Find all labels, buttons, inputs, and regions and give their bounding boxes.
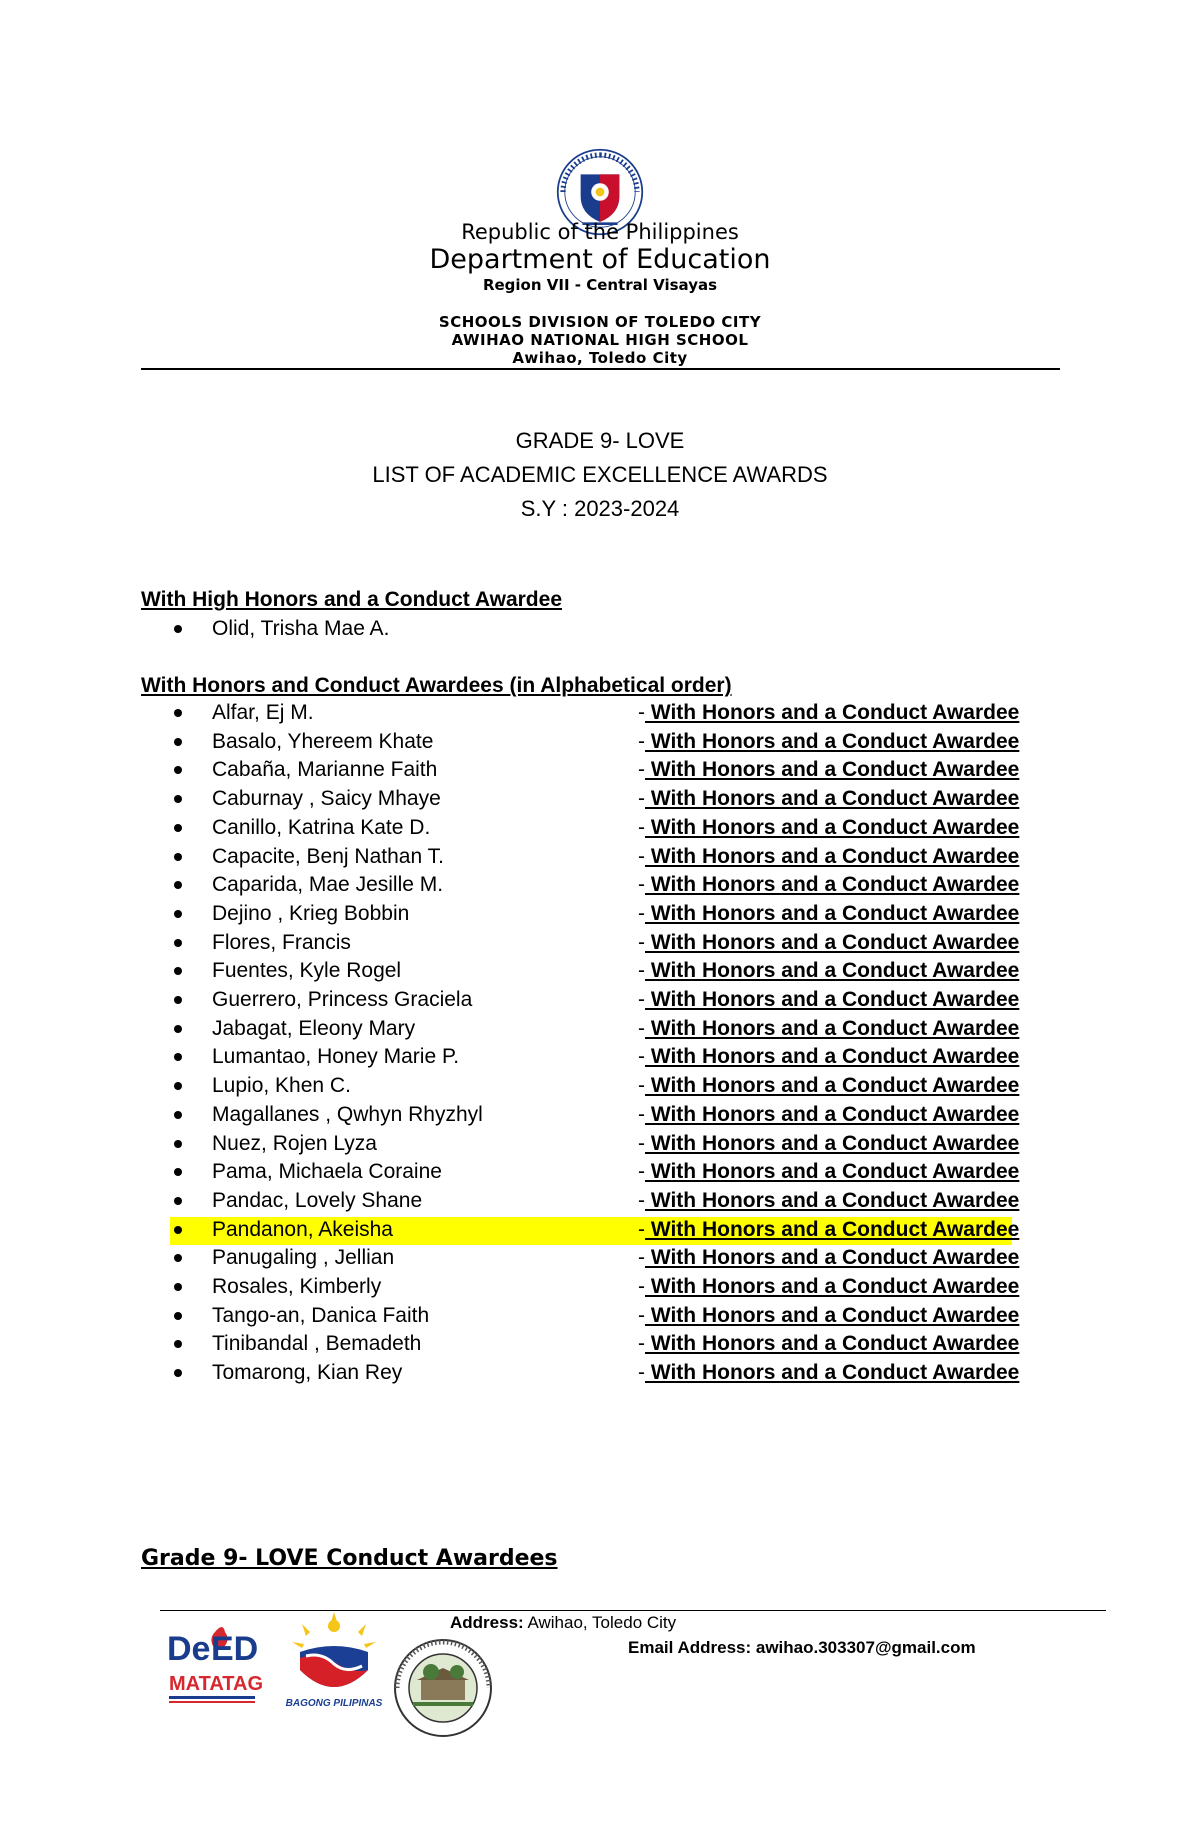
honors-heading: With Honors and Conduct Awardees (in Alphabetical order): [141, 674, 732, 697]
award-label: [638, 959, 1019, 983]
award-label: [638, 1275, 1019, 1299]
student-name: Panugaling , Jellian: [212, 1246, 395, 1269]
award-dash: -: [638, 902, 645, 925]
award-text: With Honors and a Conduct Awardee: [645, 1160, 1020, 1183]
footer-email-value: awihao.303307@gmail.com: [751, 1638, 976, 1657]
student-name: Rosales, Kimberly: [212, 1275, 382, 1298]
bullet-icon: [174, 853, 182, 861]
student-name: Tinibandal , Bemadeth: [212, 1332, 422, 1355]
award-dash: -: [638, 1246, 645, 1269]
award-text: With Honors and a Conduct Awardee: [645, 931, 1020, 954]
bullet-icon: [174, 824, 182, 832]
award-dash: -: [638, 1332, 645, 1355]
list-item: [0, 1274, 1200, 1302]
award-dash: -: [638, 1045, 645, 1068]
student-name: Dejino , Krieg Bobbin: [212, 902, 410, 925]
student-name: Olid, Trisha Mae A.: [212, 617, 390, 640]
bullet-icon: [174, 1226, 182, 1234]
student-name: Pandac, Lovely Shane: [212, 1189, 423, 1212]
award-label: [638, 701, 1019, 725]
student-name: Alfar, Ej M.: [212, 701, 314, 724]
bullet-icon: [174, 1140, 182, 1148]
student-name: Magallanes , Qwhyn Rhyzhyl: [212, 1103, 483, 1126]
grade-title: GRADE 9- LOVE: [515, 428, 685, 453]
student-name: Tomarong, Kian Rey: [212, 1361, 403, 1384]
award-text: With Honors and a Conduct Awardee: [645, 1361, 1020, 1384]
list-item: [0, 844, 1200, 872]
list-item: [0, 757, 1200, 785]
bullet-icon: [174, 881, 182, 889]
award-label: [638, 1132, 1019, 1156]
list-item: [0, 815, 1200, 843]
student-name: Caparida, Mae Jesille M.: [212, 873, 444, 896]
award-label: [638, 1218, 1019, 1242]
student-name: Fuentes, Kyle Rogel: [212, 959, 402, 982]
award-dash: -: [638, 1275, 645, 1298]
award-text: With Honors and a Conduct Awardee: [645, 845, 1020, 868]
header-region: Region VII - Central Visayas: [482, 276, 718, 294]
award-dash: -: [638, 1132, 645, 1155]
award-text: With Honors and a Conduct Awardee: [645, 1017, 1020, 1040]
student-name: Caburnay , Saicy Mhaye: [212, 787, 441, 810]
award-label: [638, 873, 1019, 897]
award-text: With Honors and a Conduct Awardee: [645, 1304, 1020, 1327]
award-text: With Honors and a Conduct Awardee: [645, 1103, 1020, 1126]
bullet-icon: [174, 1053, 182, 1061]
award-label: [638, 1304, 1019, 1328]
bullet-icon: [174, 1197, 182, 1205]
award-dash: -: [638, 730, 645, 753]
header-school: AWIHAO NATIONAL HIGH SCHOOL: [451, 331, 749, 349]
list-item: [0, 1188, 1200, 1216]
award-dash: -: [638, 758, 645, 781]
award-label: [638, 758, 1019, 782]
footer-email: [628, 1638, 976, 1658]
student-name: Pama, Michaela Coraine: [212, 1160, 442, 1183]
student-name: Flores, Francis: [212, 931, 351, 954]
bullet-icon: [174, 1025, 182, 1033]
student-name: Lumantao, Honey Marie P.: [212, 1045, 460, 1068]
award-label: [638, 845, 1019, 869]
list-item: [0, 1217, 1200, 1245]
award-dash: -: [638, 1361, 645, 1384]
bullet-icon: [174, 1312, 182, 1320]
bullet-icon: [174, 967, 182, 975]
list-item: [0, 786, 1200, 814]
footer-divider: [160, 1610, 1106, 1611]
award-text: With Honors and a Conduct Awardee: [645, 1074, 1020, 1097]
header-divider: [141, 368, 1060, 370]
awihao-nhs-seal: [393, 1638, 493, 1738]
student-name: Tango-an, Danica Faith: [212, 1304, 430, 1327]
award-dash: -: [638, 1304, 645, 1327]
list-item: [0, 1016, 1200, 1044]
bullet-icon: [174, 738, 182, 746]
list-item: [0, 987, 1200, 1015]
award-dash: -: [638, 931, 645, 954]
award-text: With Honors and a Conduct Awardee: [645, 959, 1020, 982]
list-item: [0, 616, 1200, 644]
list-title: LIST OF ACADEMIC EXCELLENCE AWARDS: [372, 462, 828, 487]
award-label: [638, 1189, 1019, 1213]
list-item: [0, 1331, 1200, 1359]
list-item: [0, 1044, 1200, 1072]
award-label: [638, 902, 1019, 926]
bullet-icon: [174, 709, 182, 717]
award-dash: -: [638, 1074, 645, 1097]
award-text: With Honors and a Conduct Awardee: [645, 701, 1020, 724]
award-label: [638, 1361, 1019, 1385]
award-dash: -: [638, 873, 645, 896]
award-dash: -: [638, 816, 645, 839]
award-text: With Honors and a Conduct Awardee: [645, 816, 1020, 839]
bullet-icon: [174, 1369, 182, 1377]
bullet-icon: [174, 766, 182, 774]
award-text: With Honors and a Conduct Awardee: [645, 1275, 1020, 1298]
award-text: With Honors and a Conduct Awardee: [645, 787, 1020, 810]
bullet-icon: [174, 1082, 182, 1090]
award-dash: -: [638, 959, 645, 982]
bagong-pilipinas-logo: [282, 1612, 386, 1712]
header-division: SCHOOLS DIVISION OF TOLEDO CITY: [438, 313, 762, 331]
list-item: [0, 872, 1200, 900]
footer-address: [450, 1613, 676, 1633]
bullet-icon: [174, 1340, 182, 1348]
svg-text:De: De: [167, 1630, 211, 1668]
award-dash: -: [638, 845, 645, 868]
deped-matatag-logo: [165, 1618, 277, 1710]
award-label: [638, 816, 1019, 840]
list-item: [0, 1159, 1200, 1187]
bullet-icon: [174, 1168, 182, 1176]
award-label: [638, 1017, 1019, 1041]
student-name: Lupio, Khen C.: [212, 1074, 351, 1097]
student-name: Cabaña, Marianne Faith: [212, 758, 438, 781]
bullet-icon: [174, 1283, 182, 1291]
award-dash: -: [638, 787, 645, 810]
footer-address-value: Awihao, Toledo City: [523, 1613, 677, 1632]
student-name: Jabagat, Eleony Mary: [212, 1017, 416, 1040]
bullet-icon: [174, 996, 182, 1004]
list-item: [0, 1303, 1200, 1331]
award-label: [638, 931, 1019, 955]
bullet-icon: [174, 795, 182, 803]
list-item: [0, 700, 1200, 728]
svg-text:MATATAG: MATATAG: [169, 1673, 264, 1695]
award-label: [638, 787, 1019, 811]
award-label: [638, 1074, 1019, 1098]
award-dash: -: [638, 1160, 645, 1183]
award-label: [638, 988, 1019, 1012]
bullet-icon: [174, 910, 182, 918]
award-label: [638, 1160, 1019, 1184]
student-name: Basalo, Yhereem Khate: [212, 730, 434, 753]
award-dash: -: [638, 1218, 645, 1241]
award-text: With Honors and a Conduct Awardee: [645, 1132, 1020, 1155]
bullet-icon: [174, 939, 182, 947]
student-name: Nuez, Rojen Lyza: [212, 1132, 377, 1155]
award-label: [638, 1332, 1019, 1356]
award-dash: -: [638, 701, 645, 724]
award-text: With Honors and a Conduct Awardee: [645, 988, 1020, 1011]
student-name: Canillo, Katrina Kate D.: [212, 816, 431, 839]
header-department: Department of Education: [429, 244, 771, 275]
list-item: [0, 729, 1200, 757]
award-text: With Honors and a Conduct Awardee: [645, 1332, 1020, 1355]
svg-text:BAGONG PILIPINAS: BAGONG PILIPINAS: [285, 1698, 383, 1709]
svg-text:ED: ED: [211, 1630, 259, 1668]
award-dash: -: [638, 988, 645, 1011]
award-label: [638, 730, 1019, 754]
student-name: Capacite, Benj Nathan T.: [212, 845, 444, 868]
list-item: [0, 1245, 1200, 1273]
list-item: [0, 1360, 1200, 1388]
school-year: S.Y : 2023-2024: [520, 496, 680, 521]
award-label: [638, 1246, 1019, 1270]
high-honors-heading: With High Honors and a Conduct Awardee: [141, 588, 562, 611]
conduct-heading: Grade 9- LOVE Conduct Awardees: [141, 1546, 558, 1571]
header-address: Awihao, Toledo City: [512, 349, 688, 367]
list-item: [0, 958, 1200, 986]
list-item: [0, 1073, 1200, 1101]
award-text: With Honors and a Conduct Awardee: [645, 1218, 1020, 1241]
bullet-icon: [174, 1111, 182, 1119]
award-dash: -: [638, 1103, 645, 1126]
award-dash: -: [638, 1017, 645, 1040]
award-text: With Honors and a Conduct Awardee: [645, 902, 1020, 925]
award-text: With Honors and a Conduct Awardee: [645, 1189, 1020, 1212]
footer-email-label: Email Address:: [628, 1638, 752, 1657]
award-text: With Honors and a Conduct Awardee: [645, 873, 1020, 896]
award-dash: -: [638, 1189, 645, 1212]
award-text: With Honors and a Conduct Awardee: [645, 1045, 1020, 1068]
bullet-icon: [174, 625, 182, 633]
award-label: [638, 1045, 1019, 1069]
student-name: Pandanon, Akeisha: [212, 1218, 393, 1241]
bullet-icon: [174, 1254, 182, 1262]
award-text: With Honors and a Conduct Awardee: [645, 730, 1020, 753]
award-label: [638, 1103, 1019, 1127]
list-item: [0, 1102, 1200, 1130]
award-text: With Honors and a Conduct Awardee: [645, 758, 1020, 781]
footer-address-label: Address:: [450, 1613, 524, 1632]
list-item: [0, 1131, 1200, 1159]
header-republic: Republic of the Philippines: [461, 220, 739, 244]
list-item: [0, 930, 1200, 958]
award-text: With Honors and a Conduct Awardee: [645, 1246, 1020, 1269]
student-name: Guerrero, Princess Graciela: [212, 988, 473, 1011]
list-item: [0, 901, 1200, 929]
